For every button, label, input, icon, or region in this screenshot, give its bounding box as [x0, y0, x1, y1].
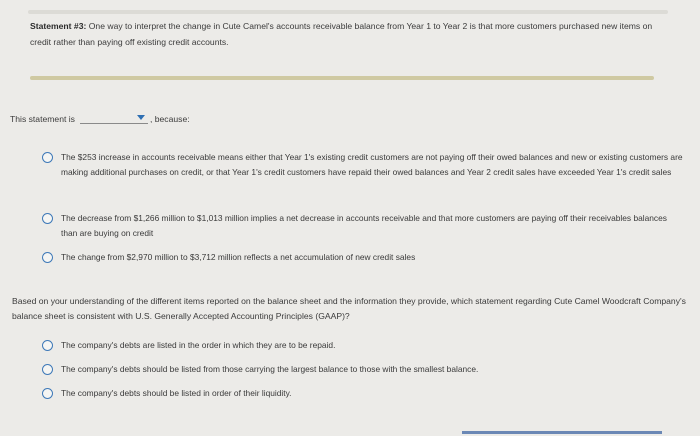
option-label: The company's debts should be listed from those carrying the largest balance to those with the smallest balance.	[61, 364, 479, 374]
option-label: The company's debts are listed in the order in which they are to be repaid.	[61, 340, 336, 350]
radio-button[interactable]	[42, 340, 53, 351]
evaluation-suffix: , because:	[149, 114, 190, 124]
bottom-accent-bar	[462, 431, 662, 434]
statement-divider	[30, 76, 654, 80]
evaluation-line	[10, 111, 190, 124]
radio-button[interactable]	[42, 252, 53, 263]
option-label: The decrease from $1,266 million to $1,013 million implies a net decrease in accounts receivable and that more customers are paying off their receivables balances than are buying on credit	[61, 213, 667, 238]
statement-body: One way to interpret the change in Cute Camel's accounts receivable balance from Year 1 to Year 2 is that more customers purchased new items on credit rather than paying off existing credit accounts.	[30, 21, 653, 47]
evaluation-prefix: This statement is	[10, 114, 75, 124]
chevron-down-icon	[137, 115, 145, 120]
radio-button[interactable]	[42, 388, 53, 399]
top-divider	[28, 10, 668, 14]
option-label: The $253 increase in accounts receivable means either that Year 1's existing credit customers are not paying off their owed balances and new or existing customers are making additional purchases on credit, or that Year 1's credit customers have repaid their owed balances and Year 2 credit sales have exceeded Year 1's credit sales	[61, 152, 683, 177]
gaap-option-1[interactable]	[42, 338, 682, 353]
statement-verdict-dropdown[interactable]	[80, 111, 148, 124]
radio-button[interactable]	[42, 364, 53, 375]
statement-heading: Statement #3:	[30, 21, 87, 31]
reason-option-1[interactable]	[42, 150, 684, 180]
reason-option-2[interactable]	[42, 211, 684, 241]
radio-button[interactable]	[42, 213, 53, 224]
reason-option-3[interactable]	[42, 250, 684, 265]
question-text: Based on your understanding of the different items reported on the balance sheet and the information they provide, which statement regarding Cute Camel Woodcraft Company's balance sheet is consistent with U.S. Generally Accepted Accounting Principles (GAAP)?	[12, 296, 686, 321]
statement-text	[28, 18, 668, 50]
option-label: The company's debts should be listed in order of their liquidity.	[61, 388, 292, 398]
gaap-option-2[interactable]	[42, 362, 682, 377]
statement-block	[28, 18, 668, 50]
radio-button[interactable]	[42, 152, 53, 163]
option-label: The change from $2,970 million to $3,712 million reflects a net accumulation of new credit sales	[61, 252, 416, 262]
gaap-option-3[interactable]	[42, 386, 682, 401]
